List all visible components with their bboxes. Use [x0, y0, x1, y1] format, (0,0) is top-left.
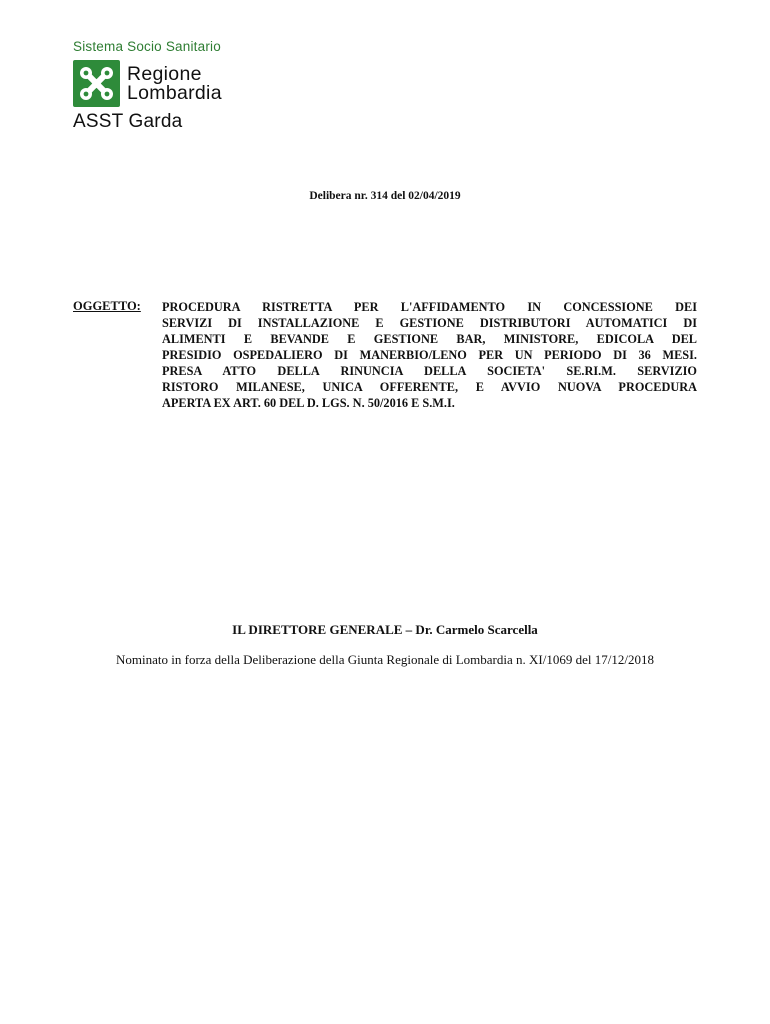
oggetto-line: SERVIZI DI INSTALLAZIONE E GESTIONE DISTRIBUTORI AUTOMATICI DI	[162, 316, 697, 330]
logo-sistema-socio-sanitario: Sistema Socio Sanitario	[73, 39, 221, 54]
oggetto-line: PROCEDURA RISTRETTA PER L'AFFIDAMENTO IN CONCESSIONE DEI	[162, 300, 697, 314]
oggetto-label: OGGETTO:	[73, 299, 141, 313]
logo-mark-row	[73, 60, 273, 107]
logo-lombardia: Lombardia	[127, 81, 222, 104]
oggetto-line: PRESA ATTO DELLA RINUNCIA DELLA SOCIETA' SE.RI.M. SERVIZIO	[162, 364, 697, 378]
oggetto-line: RISTORO MILANESE, UNICA OFFERENTE, E AVVIO NUOVA PROCEDURA	[162, 380, 697, 394]
logo-wordmark	[127, 62, 222, 104]
oggetto-text	[162, 299, 697, 411]
logo-asst-garda: ASST Garda	[73, 111, 183, 132]
oggetto-line: APERTA EX ART. 60 DEL D. LGS. N. 50/2016 E S.M.I.	[162, 396, 455, 410]
lombardia-rose-icon	[73, 60, 120, 107]
direttore-generale: IL DIRETTORE GENERALE – Dr. Carmelo Scarcella	[232, 622, 538, 637]
nomina-statement: Nominato in forza della Deliberazione della Giunta Regionale di Lombardia n. XI/1069 del 17/12/2018	[116, 652, 654, 667]
oggetto-line: ALIMENTI E BEVANDE E GESTIONE BAR, MINISTORE, EDICOLA DEL	[162, 332, 697, 346]
delibera-number: Delibera nr. 314 del 02/04/2019	[309, 190, 461, 202]
oggetto-line: PRESIDIO OSPEDALIERO DI MANERBIO/LENO PER UN PERIODO DI 36 MESI.	[162, 348, 697, 362]
logo-regione: Regione	[127, 62, 202, 85]
regione-lombardia-logo	[73, 39, 273, 133]
